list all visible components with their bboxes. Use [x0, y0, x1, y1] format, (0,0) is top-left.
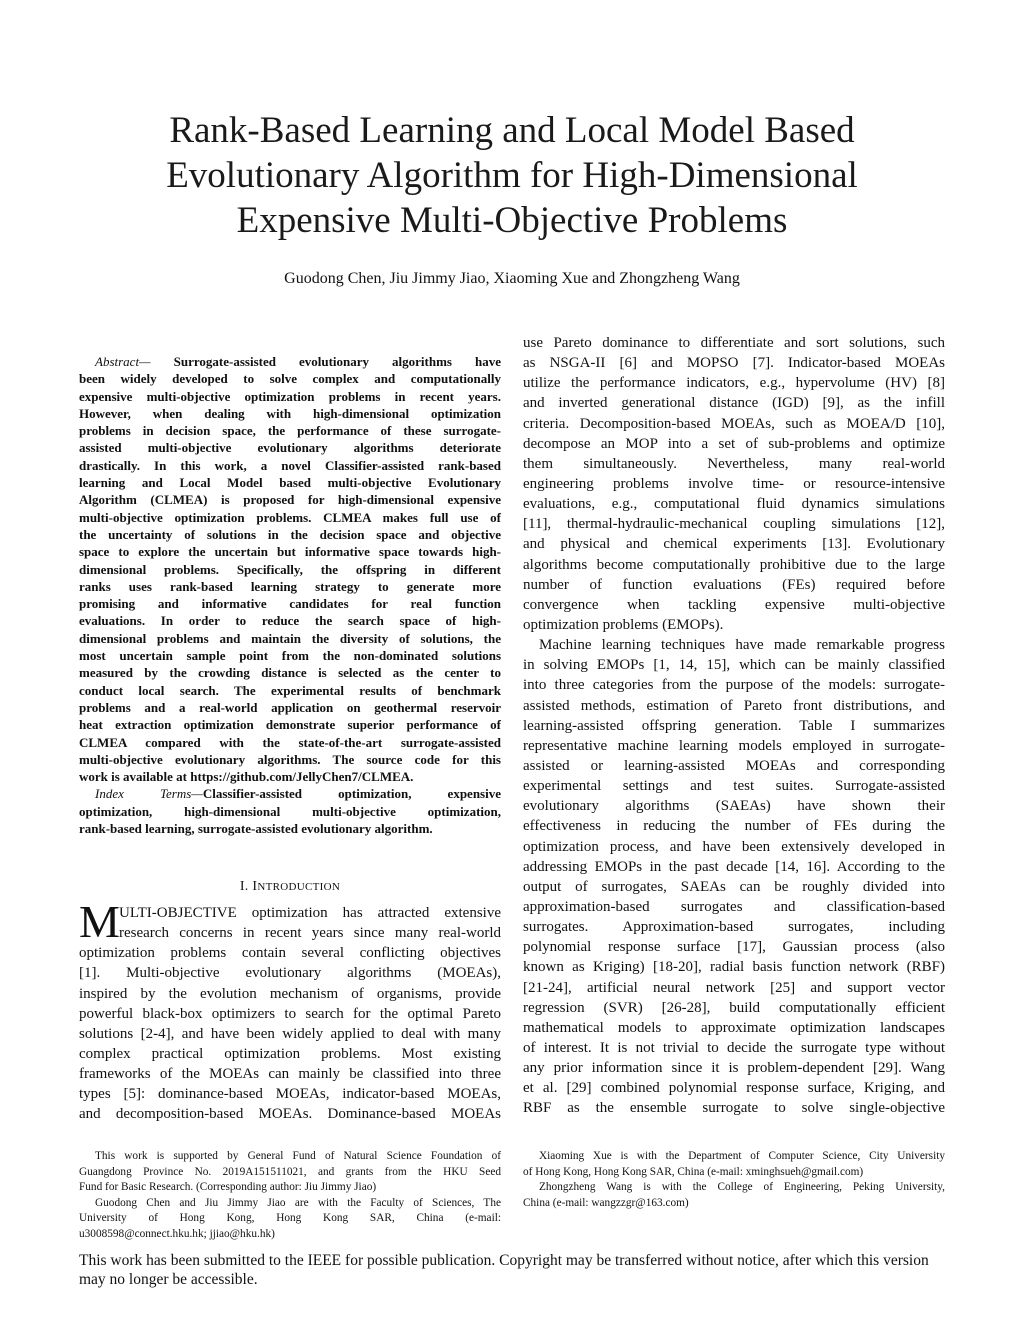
abstract-label: Abstract— — [95, 354, 151, 369]
body-line: utilize the performance indicators, e.g., hypervolume (HV) [8] — [523, 375, 945, 392]
body-line: convergence when tackling expensive multi-objective — [523, 596, 945, 613]
footnote-line: Fund for Basic Research. (Corresponding author: Jiu Jimmy Jiao) — [79, 1181, 377, 1194]
abstract-line: problems in decision space, the performance of these surrogate- — [79, 423, 501, 439]
body-line: addressing EMOPs in the past decade [14, 16]. According to the — [523, 858, 945, 875]
abstract-line: CLMEA compared with the state-of-the-art surrogate-assisted — [79, 734, 501, 750]
intro-line: inspired by the evolution mechanism of organisms, provide — [79, 985, 501, 1002]
intro-line: complex practical optimization problems. Most existing — [79, 1045, 501, 1062]
intro-line: optimization problems contain several conflicting objectives — [79, 945, 501, 962]
body-line: effectiveness in reducing the number of FEs during the — [523, 818, 945, 835]
body-line: known as Kriging) [18-20], radial basis function network (RBF) — [523, 959, 945, 976]
body-line: [11], thermal-hydraulic-mechanical coupling simulations [12], — [523, 516, 945, 533]
right-column-body — [523, 333, 945, 1118]
section-title-initial: I — [252, 879, 258, 894]
abstract-line: space to explore the uncertain but informative space towards high- — [79, 544, 501, 560]
intro-line: solutions [2-4], and have been widely applied to deal with many — [79, 1025, 501, 1042]
abstract-line: assisted multi-objective evolutionary algorithms deteriorate — [79, 440, 501, 456]
section-number: I. — [239, 879, 249, 894]
footnote-line: Zhongzheng Wang is with the College of Engineering, Peking University, — [539, 1181, 945, 1194]
body-line: optimization problems (EMOPs). — [523, 616, 724, 633]
footnote-line: China (e-mail: wangzzgr@163.com) — [523, 1196, 689, 1209]
body-line: RBF as the ensemble surrogate to solve single-objective — [523, 1100, 945, 1117]
abstract-line: Abstract— Surrogate-assisted evolutionary algorithms have — [95, 354, 501, 369]
intro-line: types [5]: dominance-based MOEAs, indicator-based MOEAs, — [79, 1086, 501, 1103]
index-terms-label: Index Terms— — [95, 786, 203, 802]
body-line: Machine learning techniques have made remarkable progress — [539, 637, 945, 654]
body-line: of interest. It is not trivial to decide the surrogate type without — [523, 1039, 945, 1056]
abstract-line: expensive multi-objective optimization problems in recent years. — [79, 388, 501, 404]
body-line: regression (SVR) [26-28], build computationally efficient — [523, 999, 945, 1016]
abstract-line: work is available at https://github.com/JellyChen7/CLMEA. — [79, 769, 414, 785]
body-line: as NSGA-II [6] and MOPSO [7]. Indicator-based MOEAs — [523, 355, 945, 372]
author-list: Guodong Chen, Jiu Jimmy Jiao, Xiaoming Xue and Zhongzheng Wang — [284, 270, 740, 287]
abstract-line: learning and Local Model based multi-objective Evolutionary — [79, 475, 501, 491]
intro-line: frameworks of the MOEAs can mainly be classified into three — [79, 1066, 501, 1083]
abstract-line: Algorithm (CLMEA) is proposed for high-dimensional expensive — [79, 492, 501, 508]
body-line: into three categories from the purpose of the models: surrogate- — [523, 677, 945, 694]
abstract-line: promising and informative candidates for real function — [79, 596, 501, 612]
abstract-line: However, when dealing with high-dimensional optimization — [79, 405, 501, 421]
body-line: evaluations, e.g., computational fluid dynamics simulations — [523, 496, 945, 513]
section-heading-introduction — [79, 879, 501, 895]
intro-line: ULTI-OBJECTIVE optimization has attracted extensive — [119, 905, 501, 921]
footnote-line: Xiaoming Xue is with the Department of Computer Science, City University — [539, 1150, 945, 1162]
body-line: assisted methods, estimation of Pareto front distributions, and — [523, 697, 945, 714]
title-line: Evolutionary Algorithm for High-Dimensional — [166, 155, 858, 196]
body-line: them simultaneously. Nevertheless, many real-world — [523, 455, 945, 472]
abstract-line: most uncertain sample point from the non-dominated solutions — [79, 648, 501, 664]
abstract — [79, 353, 501, 837]
abstract-line: heat extraction optimization demonstrate superior performance of — [79, 717, 501, 733]
body-line: experimental settings and test suites. Surrogate-assisted — [523, 778, 945, 795]
drop-cap: M — [79, 896, 120, 947]
body-line: assisted or learning-assisted MOEAs and corresponding — [523, 757, 945, 774]
footnote-line: u3008598@connect.hku.hk; jjiao@hku.hk) — [79, 1227, 275, 1240]
body-line: any prior information since it is problem-dependent [29]. Wang — [523, 1060, 945, 1077]
footnote-line: Guodong Chen and Jiu Jimmy Jiao are with the Faculty of Sciences, The — [95, 1196, 501, 1209]
body-line: approximation-based surrogates and classification-based — [523, 898, 945, 915]
body-line: learning-assisted offspring generation. Table I summarizes — [523, 717, 945, 734]
abstract-line: problems and a real-world application on geothermal reservoir — [79, 699, 501, 715]
body-line: et al. [29] combined polynomial response surface, Kriging, and — [523, 1080, 945, 1097]
body-line: in solving EMOPs [1, 14, 15], which can be mainly classified — [523, 657, 945, 674]
footnotes-left — [79, 1149, 501, 1243]
index-terms-line: optimization, high-dimensional multi-objective optimization, — [79, 803, 501, 819]
intro-line: and decomposition-based MOEAs. Dominance-based MOEAs — [79, 1106, 501, 1123]
body-line: and physical and chemical experiments [13]. Evolutionary — [523, 536, 945, 553]
abstract-line: been widely developed to solve complex and computationally — [79, 371, 501, 387]
paper-title — [0, 108, 1024, 243]
introduction-left-column — [79, 903, 501, 1125]
body-line: mathematical models to approximate optimization landscapes — [523, 1019, 945, 1036]
body-line: optimization process, and have been extensively developed in — [523, 838, 945, 855]
abstract-line: multi-objective evolutionary algorithms. The source code for this — [79, 751, 501, 767]
body-line: use Pareto dominance to differentiate and sort solutions, such — [523, 335, 945, 351]
footnote-line: This work is supported by General Fund of Natural Science Foundation of — [95, 1150, 501, 1162]
body-line: algorithms become computationally prohibitive due to the large — [523, 556, 945, 573]
body-line: representative machine learning models employed in surrogate- — [523, 737, 945, 754]
body-line: criteria. Decomposition-based MOEAs, such as MOEA/D [10], — [523, 415, 945, 432]
body-line: evolutionary algorithms (SAEAs) have shown their — [523, 798, 945, 815]
abstract-line: the uncertainty of solutions in the decision space and objective — [79, 526, 501, 542]
abstract-line: conduct local search. The experimental results of benchmark — [79, 682, 501, 698]
intro-line: research concerns in recent years since many real-world — [119, 925, 501, 942]
index-terms-line: rank-based learning, surrogate-assisted evolutionary algorithm. — [79, 821, 433, 837]
section-title-rest: NTRODUCTION — [257, 881, 341, 893]
ieee-submission-notice: This work has been submitted to the IEEE for possible publication. Copyright may be transferred without notice, after which this version may no longer be accessible. — [79, 1252, 929, 1288]
abstract-line: dimensional problems and maintain the diversity of solutions, the — [79, 630, 501, 646]
abstract-line: ranks uses rank-based learning strategy to generate more — [79, 578, 501, 594]
body-line: [21-24], artificial neural network [25] and support vector — [523, 979, 945, 996]
body-line: output of surrogates, SAEAs can be roughly divided into — [523, 878, 945, 895]
intro-line: powerful black-box optimizers to search for the optimal Pareto — [79, 1005, 501, 1022]
index-terms-line: Index Terms—Classifier-assisted optimization, expensive — [95, 786, 501, 802]
title-line: Expensive Multi-Objective Problems — [236, 200, 788, 241]
footnote-line: University of Hong Kong, Hong Kong SAR, China (e-mail: — [79, 1212, 501, 1225]
abstract-line: multi-objective optimization problems. CLMEA makes full use of — [79, 509, 501, 525]
abstract-line: measured by the crowding distance is selected as the center to — [79, 665, 501, 681]
body-line: and inverted generational distance (IGD) [9], as the infill — [523, 395, 945, 412]
footnote-line: of Hong Kong, Hong Kong SAR, China (e-mail: xminghsueh@gmail.com) — [523, 1165, 864, 1178]
body-line: engineering problems involve time- or resource-intensive — [523, 475, 945, 492]
footnote-line: Guangdong Province No. 2019A151511021, and grants from the HKU Seed — [79, 1165, 501, 1178]
title-line: Rank-Based Learning and Local Model Based — [169, 110, 855, 151]
abstract-line: evaluations. In order to reduce the search space of high- — [79, 613, 501, 629]
body-line: decompose an MOP into a set of sub-problems and optimize — [523, 435, 945, 452]
body-line: number of function evaluations (FEs) required before — [523, 576, 945, 593]
body-line: surrogates. Approximation-based surrogates, including — [523, 919, 945, 936]
abstract-line: drastically. In this work, a novel Classifier-assisted rank-based — [79, 457, 501, 473]
abstract-line: dimensional problems. Specifically, the offspring in different — [79, 561, 501, 577]
body-line: polynomial response surface [17], Gaussian process (also — [523, 939, 945, 956]
footnotes-right — [523, 1149, 945, 1211]
intro-line: [1]. Multi-objective evolutionary algorithms (MOEAs), — [79, 965, 501, 982]
